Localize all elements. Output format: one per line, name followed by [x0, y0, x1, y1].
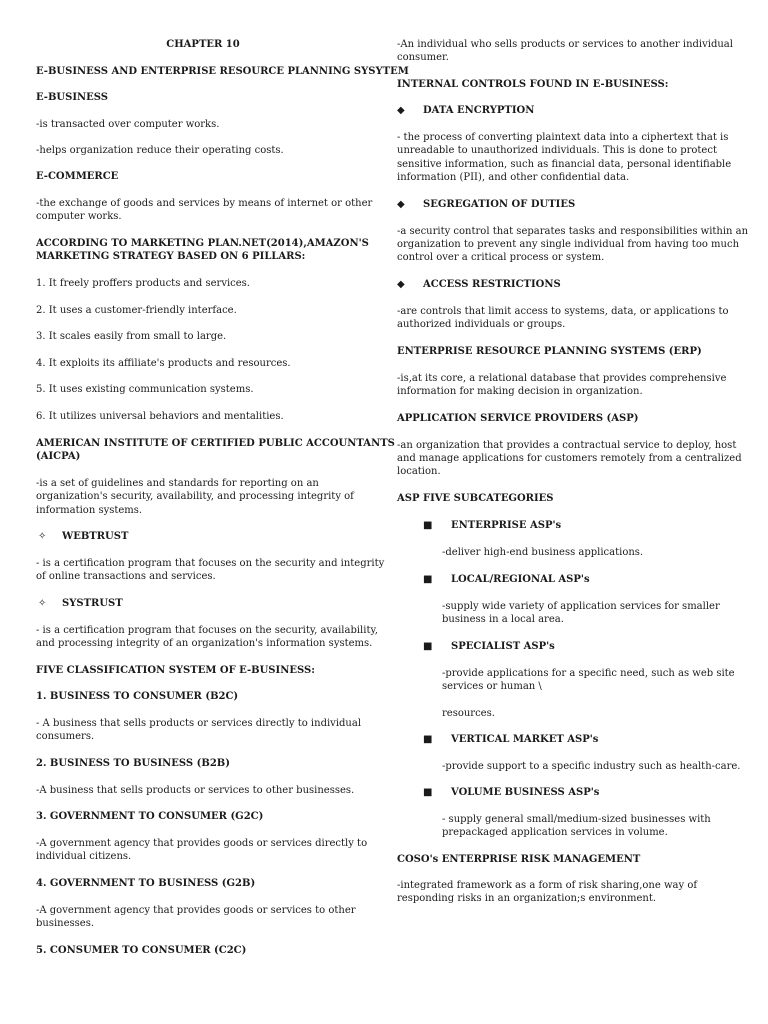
encryption-definition-line4: information (PII), and other confidential data.: [397, 172, 630, 183]
aicpa-heading-line1: AMERICAN INSTITUTE OF CERTIFIED PUBLIC ACCOUNTANTS: [36, 438, 395, 449]
specialist-asp-definition-line2: services or human \: [442, 681, 542, 692]
g2c-definition-line2: individual citizens.: [36, 851, 132, 862]
b2c-heading: 1. BUSINESS TO CONSUMER (B2C): [36, 691, 239, 702]
g2b-heading: 4. GOVERNMENT TO BUSINESS (G2B): [36, 878, 256, 889]
erp-definition-line2: information for making decision in organization.: [397, 386, 643, 397]
ecommerce-definition-line1: -the exchange of goods and services by means of internet or other: [36, 198, 373, 209]
five-classification-heading: FIVE CLASSIFICATION SYSTEM OF E-BUSINESS:: [36, 665, 315, 676]
pillar-item: 3. It scales easily from small to large.: [36, 331, 227, 342]
square-bullet-icon: ■: [423, 520, 433, 531]
g2c-heading: 3. GOVERNMENT TO CONSUMER (G2C): [36, 811, 264, 822]
internal-controls-heading: INTERNAL CONTROLS FOUND IN E-BUSINESS:: [397, 79, 669, 90]
erp-heading: ENTERPRISE RESOURCE PLANNING SYSTEMS (ERP): [397, 346, 702, 357]
volume-asp-definition-line2: prepackaged application services in volume.: [442, 827, 668, 838]
access-restrictions-heading: ACCESS RESTRICTIONS: [423, 279, 561, 290]
aicpa-definition-line1: -is a set of guidelines and standards for reporting on an: [36, 478, 319, 489]
local-regional-asp-heading: LOCAL/REGIONAL ASP's: [451, 574, 590, 585]
aicpa-definition-line2: organization's security, availability, and processing integrity of: [36, 491, 354, 502]
square-bullet-icon: ■: [423, 787, 433, 798]
enterprise-asp-heading: ENTERPRISE ASP's: [451, 520, 562, 531]
square-bullet-icon: ■: [423, 574, 433, 585]
pillar-item: 4. It exploits its affiliate's products and resources.: [36, 358, 291, 369]
square-bullet-icon: ■: [423, 641, 433, 652]
local-asp-definition-line2: business in a local area.: [442, 614, 564, 625]
amazon-heading-line1: ACCORDING TO MARKETING PLAN.NET(2014),AMAZON'S: [36, 238, 369, 249]
data-encryption-heading: DATA ENCRYPTION: [423, 105, 535, 116]
asp-definition-line2: and manage applications for customers remotely from a centralized: [397, 453, 742, 464]
encryption-definition-line1: - the process of converting plaintext data into a ciphertext that is: [397, 132, 729, 143]
aicpa-definition-line3: information systems.: [36, 505, 143, 516]
chapter-label: CHAPTER 10: [166, 39, 240, 50]
diamond-filled-icon: ◆: [397, 279, 405, 290]
erp-definition-line1: -is,at its core, a relational database that provides comprehensive: [397, 373, 727, 384]
coso-heading: COSO's ENTERPRISE RISK MANAGEMENT: [397, 854, 641, 865]
segregation-definition-line3: control over a critical process or system.: [397, 252, 605, 263]
specialist-asp-heading: SPECIALIST ASP's: [451, 641, 555, 652]
volume-asp-definition-line1: - supply general small/medium-sized businesses with: [442, 814, 711, 825]
document-title: E-BUSINESS AND ENTERPRISE RESOURCE PLANNING SYSYTEM: [36, 66, 409, 77]
diamond-outline-icon: ✧: [38, 531, 47, 542]
webtrust-definition-line2: of online transactions and services.: [36, 571, 216, 582]
asp-definition-line1: -an organization that provides a contractual service to deploy, host: [397, 440, 737, 451]
g2b-definition-line2: businesses.: [36, 918, 95, 929]
encryption-definition-line2: unreadable to unauthorized individuals. This is done to protect: [397, 145, 717, 156]
diamond-filled-icon: ◆: [397, 199, 405, 210]
asp-heading: APPLICATION SERVICE PROVIDERS (ASP): [397, 413, 639, 424]
ecommerce-heading: E-COMMERCE: [36, 171, 119, 182]
asp-five-subcategories-heading: ASP FIVE SUBCATEGORIES: [397, 493, 554, 504]
aicpa-heading-line2: (AICPA): [36, 451, 81, 462]
g2b-definition-line1: -A government agency that provides goods or services to other: [36, 905, 356, 916]
square-bullet-icon: ■: [423, 734, 433, 745]
specialist-asp-definition-line1: -provide applications for a specific need, such as web site: [442, 668, 735, 679]
b2b-heading: 2. BUSINESS TO BUSINESS (B2B): [36, 758, 230, 769]
b2c-definition-line2: consumers.: [36, 731, 95, 742]
local-asp-definition-line1: -supply wide variety of application services for smaller: [442, 601, 720, 612]
pillar-item: 5. It uses existing communication systems.: [36, 384, 254, 395]
volume-business-asp-heading: VOLUME BUSINESS ASP's: [451, 787, 600, 798]
pillar-item: 2. It uses a customer-friendly interface.: [36, 305, 237, 316]
vertical-market-asp-heading: VERTICAL MARKET ASP's: [451, 734, 599, 745]
pillar-item: 1. It freely proffers products and services.: [36, 278, 250, 289]
webtrust-heading: WEBTRUST: [62, 531, 129, 542]
c2c-heading: 5. CONSUMER TO CONSUMER (C2C): [36, 945, 247, 956]
ebusiness-definition-2: -helps organization reduce their operating costs.: [36, 145, 284, 156]
amazon-heading-line2: MARKETING STRATEGY BASED ON 6 PILLARS:: [36, 251, 306, 262]
specialist-asp-definition-line3: resources.: [442, 708, 495, 719]
access-definition-line2: authorized individuals or groups.: [397, 319, 566, 330]
coso-definition-line1: -integrated framework as a form of risk sharing,one way of: [397, 880, 698, 891]
b2b-definition: -A business that sells products or services to other businesses.: [36, 785, 355, 796]
coso-definition-line2: responding risks in an organization;s environment.: [397, 893, 657, 904]
webtrust-definition-line1: - is a certification program that focuses on the security and integrity: [36, 558, 385, 569]
segregation-definition-line1: -a security control that separates tasks and responsibilities within an: [397, 226, 749, 237]
enterprise-asp-definition: -deliver high-end business applications.: [442, 547, 644, 558]
c2c-definition-line1: -An individual who sells products or services to another individual: [397, 39, 733, 50]
diamond-outline-icon: ✧: [38, 598, 47, 609]
systrust-heading: SYSTRUST: [62, 598, 123, 609]
systrust-definition-line2: and processing integrity of an organization's information systems.: [36, 638, 373, 649]
segregation-definition-line2: organization to prevent any single individual from having too much: [397, 239, 740, 250]
systrust-definition-line1: - is a certification program that focuses on the security, availability,: [36, 625, 378, 636]
asp-definition-line3: location.: [397, 466, 441, 477]
vertical-asp-definition: -provide support to a specific industry such as health-care.: [442, 761, 741, 772]
access-definition-line1: -are controls that limit access to systems, data, or applications to: [397, 306, 729, 317]
encryption-definition-line3: sensitive information, such as financial data, personal identifiable: [397, 159, 732, 170]
ecommerce-definition-line2: computer works.: [36, 211, 122, 222]
pillar-item: 6. It utilizes universal behaviors and mentalities.: [36, 411, 284, 422]
segregation-heading: SEGREGATION OF DUTIES: [423, 199, 576, 210]
c2c-definition-line2: consumer.: [397, 52, 449, 63]
b2c-definition-line1: - A business that sells products or services directly to individual: [36, 718, 362, 729]
ebusiness-heading: E-BUSINESS: [36, 92, 109, 103]
diamond-filled-icon: ◆: [397, 105, 405, 116]
ebusiness-definition-1: -is transacted over computer works.: [36, 119, 220, 130]
g2c-definition-line1: -A government agency that provides goods or services directly to: [36, 838, 368, 849]
